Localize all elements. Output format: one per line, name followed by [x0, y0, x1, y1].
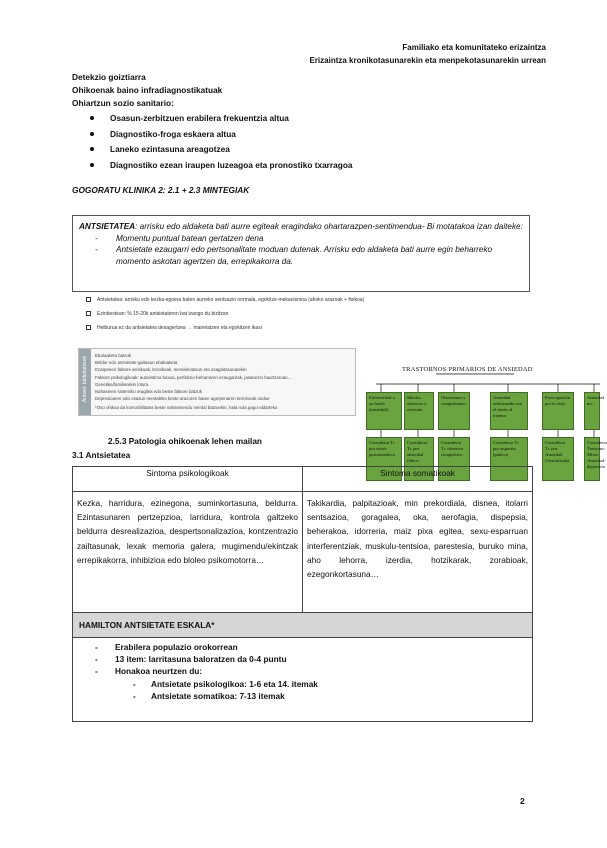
- intro-line-3: Ohiartzun sozio sanitario:: [72, 98, 174, 108]
- list-item: Diagnostiko-froga eskaera altua: [72, 127, 353, 143]
- table-header-row: [73, 467, 533, 492]
- diagram-bottom-box: Considerar Tr. por estrés postraumático: [366, 437, 402, 481]
- table-header-somatic: Sintoma somatikoak: [303, 467, 533, 492]
- list-item: - Honakoa neurtzen du:: [73, 665, 318, 677]
- anxiety-disorders-diagram: [366, 362, 607, 482]
- small-row-text: Helburua ez da antsietatea desagertzea → maneiatzen eta egokitzen ikasi: [97, 325, 262, 331]
- checkbox-square-icon: [86, 325, 91, 330]
- small-row: [86, 296, 364, 304]
- diagram-top-box: Preocupación por la vida: [542, 392, 574, 430]
- definition-item: - Antsietate ezaugarri edo pertsonalitate moduan dutenak. Arrisku edo aldaketa bati aurre egin beharreko momento askotan agertzen da, errepikakorra da.: [79, 244, 523, 267]
- small-row: [86, 324, 262, 332]
- small-row-text: Ezinbestean: % 15-20k antsietateren bat izango du bizitzan: [97, 311, 229, 317]
- diagram-top-box: Miedos obsesivo y aversión: [404, 392, 434, 430]
- list-subitem: - Antsietate somatikoa: 7-13 itemak: [73, 690, 318, 702]
- figure-line: Ezarpenen faktore arriskuak, kronikoak, mendekotasun eta osagaitasunarekin: [95, 367, 247, 373]
- list-item: Osasun-zerbitzuen erabilera frekuentzia altua: [72, 111, 353, 127]
- figure-line: Ebaluaketa batzuk: [95, 353, 132, 358]
- intro: [72, 71, 353, 173]
- hamilton-title: HAMILTON ANTSIETATE ESKALA*: [73, 613, 532, 638]
- header-line-1: Familiako eta komunitateko erizaintza: [402, 43, 546, 52]
- definition-term: ANTSIETATEA: [79, 222, 136, 231]
- definition-body: : arrisku edo aldaketa bati aurre egiteak eragindako ohartarazpen-sentimendua- Bi motatakoa izan daiteke:: [135, 222, 523, 231]
- symptoms-table: [72, 466, 533, 629]
- gogoratu-heading: GOGORATU KLINIKA 2: 2.1 + 2.3 MINTEGIAK: [72, 185, 250, 195]
- list-subitem: - Antsietate psikologikoa: 1-6 eta 14. itemak: [73, 678, 318, 690]
- diagram-bottom-box: Considerar Tr. por Ansiedad Generalizada: [542, 437, 574, 481]
- diagram-top-box: Ansiedad no...: [584, 392, 600, 430]
- header-line-2: Erizaintza kronikotasunarekin eta menpekotasunarekin urrean: [309, 56, 546, 65]
- list-item: Laneko ezintasuna areagotzea: [72, 142, 353, 158]
- intro-line-1: Detekzio goiztiarra: [72, 72, 146, 82]
- hamilton-scale-box: [72, 612, 533, 722]
- diagram-bottom-box: Considerar Tr. obsesivo compulsivo: [438, 437, 470, 481]
- section-3-1-heading: 3.1 Antsietatea: [72, 450, 131, 460]
- hamilton-list: [73, 641, 318, 702]
- definition-item: - Momentu puntual batean gertatzen dena: [79, 233, 523, 245]
- somatic-symptoms-cell: Takikardia, palpitazioak, min prekordiala, disnea, itolarri sentsazioa, goragalea, oka, aerofagia, dispepsia, beherakoa, idorreria, maiz pixa egitea, sexu-esparruan interferentziak, muskulu-tentsioa, parestesia, buruko mina, aho lehorra, izerdia, hotzikarak, zorabioak, ezegonkortasuna…: [303, 492, 533, 629]
- intro-line-2: Ohikoenak baino infradiagnostikatuak: [72, 85, 223, 95]
- definition-text: [79, 221, 523, 233]
- section-2-5-3-heading: 2.5.3 Patologia ohikoenak lehen mailan: [108, 436, 263, 446]
- diagram-top-box: Obsesiones y compulsiones: [438, 392, 470, 430]
- table-row: [73, 492, 533, 629]
- side-figure: [78, 348, 356, 416]
- diagram-top-box: Enfermedad a su fondo (ansiedad): [366, 392, 402, 430]
- header: [309, 41, 546, 67]
- figure-line: Faktore psikologikoak: autoestima baxua, perfekzio-beharraren ezaugarriak, jasanezin haurtzaroan...: [95, 374, 292, 380]
- psychological-symptoms-cell: Kezka, harridura, ezinegona, suminkortasuna, beldurra. Ezintasunaren pertzepzioa, larridura, kontrola galtzeko beldurra desrealizazioa, despertsonalizazioa, kontzentrazio zailtasunak, lexak memoria galera, mugimendu/ekintzak errepikakorra, inhibizioa edo bloleo psikomotorra…: [73, 492, 303, 629]
- figure-line: Genetika/familiarekin lotura: [95, 381, 149, 387]
- table-header-psychological: Sintoma psikologikoak: [73, 467, 303, 492]
- intro-bullet-list: [72, 111, 353, 173]
- page-number: 2: [520, 796, 525, 806]
- figure-footnote: *Oso ohikoa da komorbilitatea beste nahasmendu mental batzuekin, hala nola gogo-aldarteko: [95, 405, 278, 411]
- figure-line: Depresioaren edo osasun mentaleko beste arazoren baten agerpenaren terminoak ondoe: [95, 396, 270, 402]
- checkbox-square-icon: [86, 297, 91, 302]
- figure-line: Beldur edo antsietate-gaitasun ebaluaketa: [95, 360, 178, 366]
- side-figure-lines: [95, 352, 291, 412]
- small-row: [86, 310, 228, 318]
- list-item: Diagnostiko ezean iraupen luzeagoa eta pronostiko txarragoa: [72, 158, 353, 174]
- checkbox-square-icon: [86, 311, 91, 316]
- list-item: - 13 item: larritasuna baloratzen da 0-4 puntu: [73, 653, 318, 665]
- diagram-title: TRASTORNOS PRIMARIOS DE ANSIEDAD: [402, 366, 533, 373]
- diagram-top-box: Ansiedad relacionada con el estrés al trauma: [490, 392, 528, 430]
- figure-line: Nahasmen sistemiko eragilea edo beste faktore batzuk: [95, 389, 202, 395]
- diagram-bottom-box: Considerar Tr. por angustia (pánico): [490, 437, 528, 481]
- diagram-bottom-box: Considerar Tr. por ansiedad fóbica: [404, 437, 434, 481]
- side-figure-label: Antsiet. taldekatzeak: [79, 349, 91, 415]
- antsietatea-definition-box: [72, 215, 530, 292]
- list-item: - Erabilera populazio orokorrean: [73, 641, 318, 653]
- diagram-bottom-box: Considerar Trastorno Mixto Ansiedad-depresión: [584, 437, 600, 481]
- small-row-text: Antsietatea: arrisku edo kezka-egoera baten aurreko sentsazio normala, egokitze-mekanismoa (ahoko arazoak + fisikoa): [97, 297, 365, 303]
